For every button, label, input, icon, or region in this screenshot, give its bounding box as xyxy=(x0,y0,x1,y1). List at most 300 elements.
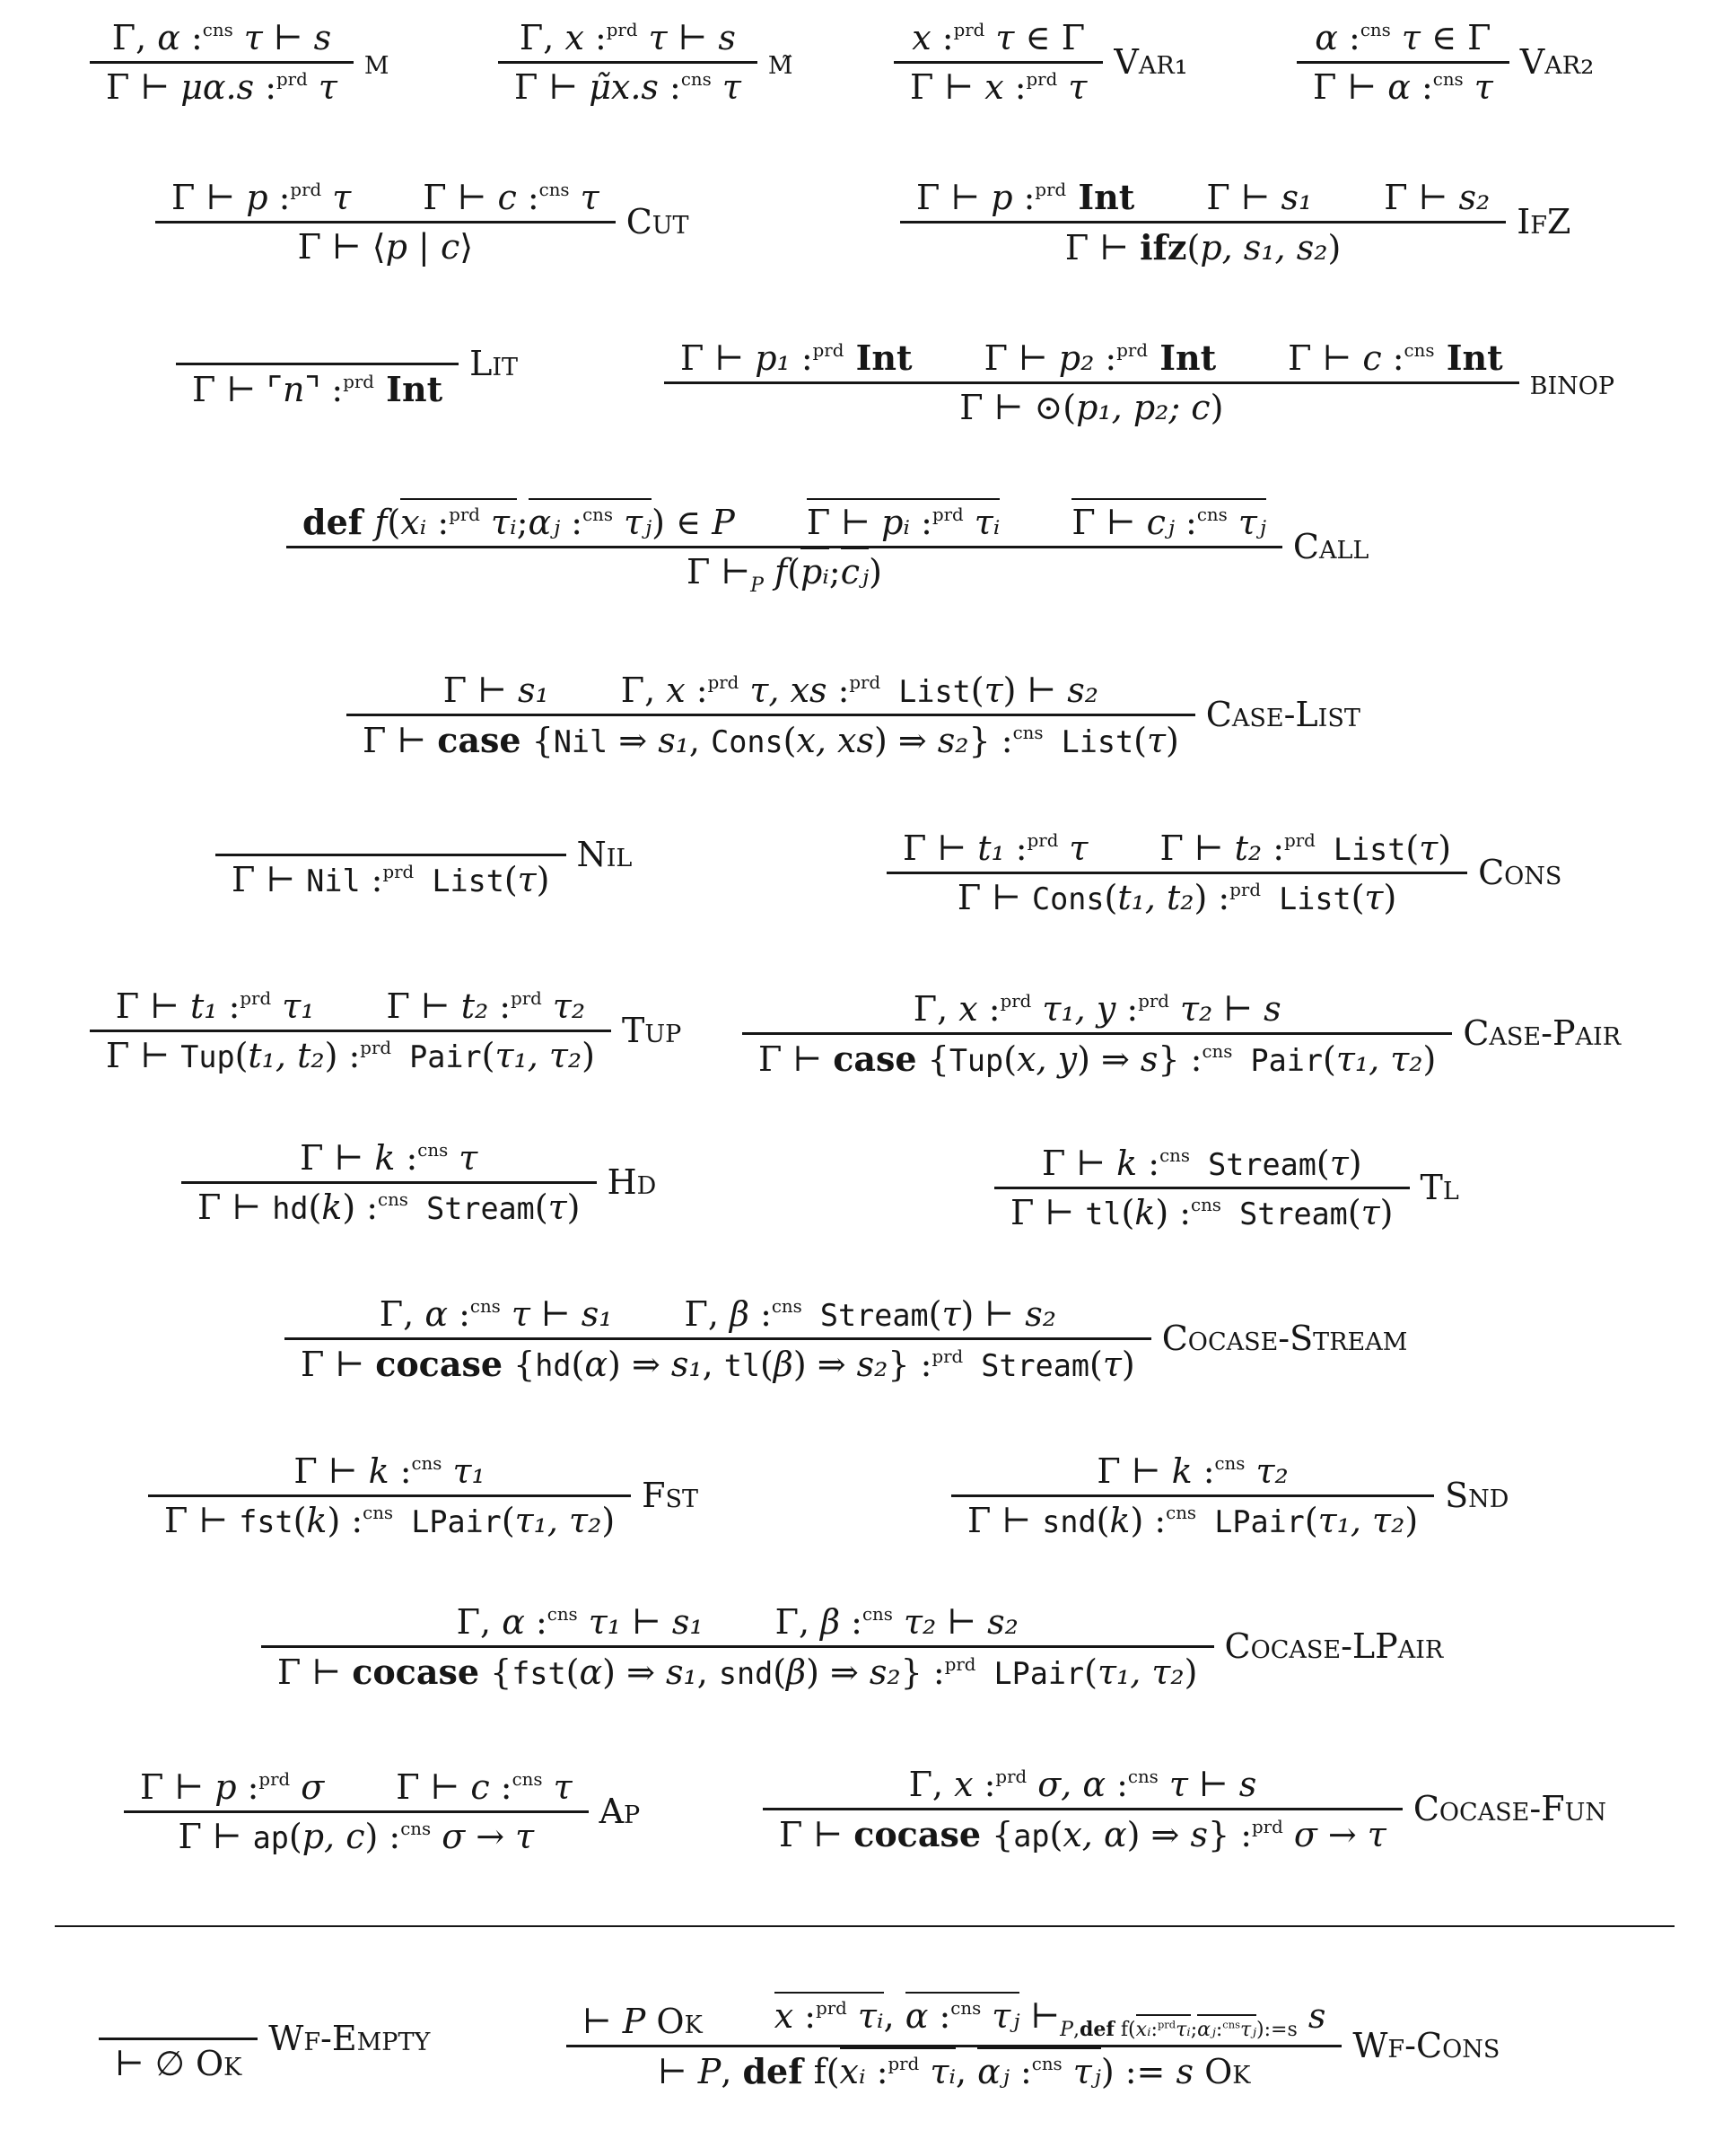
formula-token: s₂ xyxy=(869,1652,901,1692)
rule-fraction xyxy=(894,11,1103,112)
inference-line xyxy=(900,221,1506,223)
formula-token: case xyxy=(833,1039,917,1079)
formula-token: τ xyxy=(711,67,741,107)
premise xyxy=(171,178,351,217)
formula-token: : xyxy=(254,67,277,107)
premises xyxy=(284,1287,1151,1334)
formula-token: k xyxy=(1109,1501,1131,1540)
premises xyxy=(261,1595,1214,1642)
premises xyxy=(664,331,1519,378)
formula-token: cns xyxy=(547,1604,578,1626)
formula-token: α xyxy=(1315,18,1338,57)
formula-token: β xyxy=(820,1602,841,1642)
formula-token: , xyxy=(956,2052,978,2091)
inference-rule-wfcons xyxy=(566,1994,1500,2096)
formula-token: τ₂ xyxy=(541,986,586,1026)
formula-token: ifz xyxy=(1140,227,1187,267)
inference-rule-cocaselpair xyxy=(261,1595,1443,1696)
formula-token: ( xyxy=(1316,1144,1330,1183)
formula-token: prd xyxy=(1026,69,1058,91)
formula-token: Γ ⊢ ⌜ xyxy=(192,370,284,409)
formula-token: prd xyxy=(343,372,374,393)
formula-token: P xyxy=(712,503,735,542)
formula-token: : xyxy=(931,18,954,57)
premises xyxy=(994,1136,1410,1183)
formula-token: , xyxy=(688,721,712,760)
formula-token: : xyxy=(1094,338,1117,378)
formula-token: Ok xyxy=(1193,2052,1251,2091)
formula-token: : xyxy=(1003,67,1027,107)
formula-token: Γ ⊢ xyxy=(386,986,461,1026)
conclusion xyxy=(951,1501,1434,1546)
inference-line xyxy=(261,1645,1214,1648)
formula-token: p xyxy=(214,1767,237,1807)
formula-token: prd xyxy=(382,862,415,883)
inference-rule-var1 xyxy=(894,11,1188,112)
inference-rule-hd xyxy=(181,1131,656,1232)
formula-token: prd xyxy=(276,69,308,91)
formula-token: Int xyxy=(1066,177,1135,217)
formula-token: cns xyxy=(950,1998,982,2020)
formula-token: : xyxy=(1137,1144,1160,1183)
conclusion xyxy=(99,2044,258,2089)
conclusion-formula xyxy=(758,1039,1436,1083)
conclusion-formula xyxy=(514,67,741,112)
formula-token: : xyxy=(1174,503,1197,542)
formula-token: : xyxy=(748,1294,772,1334)
formula-token: : xyxy=(865,2052,888,2091)
formula-token: Γ ⊢ xyxy=(779,1815,854,1854)
inference-rule-casepair xyxy=(742,982,1621,1083)
formula-token: Γ ⊢ xyxy=(1206,178,1281,217)
formula-token: ( xyxy=(234,1036,249,1075)
formula-token: prd xyxy=(240,988,272,1010)
formula-token: cns xyxy=(1360,20,1391,41)
inference-line xyxy=(176,363,459,365)
formula-token: Pair xyxy=(391,1039,482,1074)
formula-token: ) xyxy=(1379,1193,1394,1232)
formula-token: Γ ⊢ xyxy=(984,338,1059,378)
formula-token: Γ ⊢ xyxy=(363,721,438,760)
formula-token: τ, xs xyxy=(739,670,827,710)
premises xyxy=(763,1757,1403,1804)
formula-token: : xyxy=(793,1996,817,2037)
premise xyxy=(680,337,913,378)
formula-token: τ xyxy=(1058,828,1089,868)
premises xyxy=(90,979,611,1026)
section-divider xyxy=(55,1925,1675,1927)
formula-token: x xyxy=(666,670,686,710)
premise xyxy=(1042,1144,1362,1183)
formula-token: Γ ⊢ xyxy=(423,178,498,217)
conclusion xyxy=(124,1817,589,1862)
formula-token: Γ, xyxy=(774,1602,821,1642)
formula-token: τ₂ xyxy=(1245,1451,1289,1491)
inference-rule-var2 xyxy=(1297,11,1594,112)
premise xyxy=(1097,1451,1288,1491)
formula-token: ) ⇒ xyxy=(1126,1815,1191,1854)
premise xyxy=(300,1138,477,1178)
formula-token: s₁ xyxy=(670,1345,703,1384)
formula-token: μ̃x.s xyxy=(589,67,659,107)
formula-token: ) : xyxy=(324,1036,361,1075)
premise xyxy=(386,986,585,1026)
formula-token: ) xyxy=(1327,228,1342,267)
formula-token: ) xyxy=(582,1036,595,1075)
formula-token: P xyxy=(622,2002,646,2041)
formula-token: prd xyxy=(1284,830,1316,852)
formula-token: } : xyxy=(888,1345,932,1384)
formula-token: f( xyxy=(1114,2019,1136,2041)
rule-fraction xyxy=(887,821,1467,923)
formula-token: ; xyxy=(516,503,529,542)
formula-token: τ xyxy=(1102,1345,1122,1384)
formula-token: ) xyxy=(1184,1652,1198,1692)
formula-token: α xyxy=(502,1602,525,1642)
rule-fraction xyxy=(346,663,1195,765)
formula-token: P xyxy=(750,574,764,597)
formula-token: Tup xyxy=(949,1043,1004,1078)
premises xyxy=(346,663,1195,710)
inference-rule-wfempty xyxy=(99,1987,430,2089)
rule-fraction xyxy=(155,171,616,272)
formula-token: n xyxy=(283,370,305,409)
formula-token: τᵢ xyxy=(479,503,517,542)
premises xyxy=(99,1987,258,2034)
formula-token: ) ⇒ xyxy=(1077,1039,1141,1079)
formula-token: β xyxy=(730,1294,749,1334)
premise xyxy=(774,1996,1326,2041)
rule-fraction xyxy=(176,312,459,414)
formula-token: s xyxy=(1190,1815,1208,1854)
formula-token: τ xyxy=(547,1188,567,1227)
formula-token: ( xyxy=(387,503,401,542)
formula-token: α xyxy=(579,1652,603,1692)
premises xyxy=(124,1760,589,1807)
formula-token: Γ ⊢ xyxy=(164,1501,240,1540)
inference-line xyxy=(215,854,566,856)
formula-token: x xyxy=(774,1996,794,2037)
formula-token: ) ∈ xyxy=(652,503,713,542)
formula-token: x, α xyxy=(1063,1815,1127,1854)
conclusion-formula xyxy=(115,2044,241,2089)
formula-token: s xyxy=(1140,1039,1159,1079)
premises xyxy=(498,11,757,57)
premise xyxy=(582,2002,703,2041)
formula-token: prd xyxy=(1035,180,1067,201)
rule-label: μ xyxy=(363,41,389,82)
conclusion xyxy=(763,1814,1403,1859)
premise xyxy=(423,178,599,217)
formula-token: xᵢ xyxy=(1135,2019,1151,2041)
rule-label: Cocase-Stream xyxy=(1161,1318,1408,1358)
formula-token: k xyxy=(368,1451,389,1491)
formula-token: ) xyxy=(601,1501,616,1540)
conclusion xyxy=(664,388,1519,433)
formula-token: : xyxy=(977,989,1001,1029)
formula-token: ( xyxy=(760,1345,774,1384)
formula-token: c xyxy=(1362,338,1382,378)
formula-token: : xyxy=(685,670,708,710)
conclusion-formula xyxy=(106,67,337,112)
formula-token: { xyxy=(479,1652,512,1692)
formula-token: : xyxy=(448,1294,470,1334)
formula-token: τⱼ xyxy=(1227,503,1266,542)
formula-token: Γ, xyxy=(519,18,565,57)
rule-label: Fst xyxy=(642,1475,699,1515)
premises xyxy=(742,982,1452,1029)
formula-group xyxy=(400,498,516,542)
formula-token: P xyxy=(697,2052,722,2091)
formula-token: Int xyxy=(1147,337,1217,378)
formula-token: Γ ⊢ xyxy=(806,503,882,542)
formula-token: cns xyxy=(400,1819,432,1840)
formula-token: Γ ⊢ xyxy=(1288,338,1363,378)
formula-token: prd xyxy=(944,1654,976,1676)
formula-token: prd xyxy=(816,1998,847,2020)
formula-token: c xyxy=(470,1767,490,1807)
conclusion-formula xyxy=(1065,227,1341,272)
conclusion xyxy=(181,1188,597,1232)
formula-token: Γ ⊢ xyxy=(301,1345,376,1384)
premises xyxy=(286,495,1282,542)
formula-token: ( xyxy=(787,552,800,592)
formula-token: Γ ⊢ xyxy=(178,1817,253,1856)
formula-token: LPair xyxy=(393,1504,502,1539)
formula-token: Γ ⊢ xyxy=(106,67,181,107)
rule-fraction xyxy=(148,1444,631,1546)
formula-token: cocase xyxy=(352,1652,480,1692)
formula-token: s₁ xyxy=(517,670,549,710)
conclusion xyxy=(900,227,1506,272)
formula-token: Int xyxy=(373,369,443,409)
formula-token: : xyxy=(1381,338,1404,378)
formula-group xyxy=(840,2047,956,2091)
inference-rule-caselist xyxy=(346,663,1360,765)
formula-token: τ₁, τ₂ xyxy=(1098,1652,1185,1692)
formula-token: Γ ⊢ xyxy=(1041,1144,1117,1183)
formula-token: s₂ xyxy=(1067,670,1099,710)
inference-rule-call xyxy=(286,495,1369,597)
formula-token: cns xyxy=(363,1503,394,1524)
formula-token: prd xyxy=(511,988,542,1010)
inference-line xyxy=(148,1494,631,1497)
inference-line xyxy=(498,61,757,64)
formula-token: ) := xyxy=(1100,2052,1176,2091)
formula-token: τ xyxy=(1146,721,1166,760)
rule-fraction xyxy=(566,1994,1342,2096)
formula-token: τ₁ ⊢ s₁ xyxy=(577,1602,704,1642)
formula-token: Cons xyxy=(1032,881,1105,916)
rule-fraction xyxy=(284,1287,1151,1389)
formula-token: prd xyxy=(360,1038,392,1059)
formula-token: ( xyxy=(1405,828,1420,868)
formula-token: cocase xyxy=(853,1814,982,1854)
formula-token: s₂ xyxy=(1025,1294,1056,1334)
formula-token: prd xyxy=(1000,991,1032,1012)
formula-token: p xyxy=(385,227,407,267)
formula-group xyxy=(774,1992,884,2036)
rule-fraction xyxy=(124,1760,589,1862)
formula-token: List xyxy=(414,863,504,898)
formula-token: ( xyxy=(534,1188,548,1227)
formula-token: τ xyxy=(941,1294,961,1334)
inference-line xyxy=(994,1187,1410,1189)
formula-token: Γ ⊢ xyxy=(1064,228,1141,267)
formula-token: ( xyxy=(1121,1193,1135,1232)
premise xyxy=(112,18,331,57)
formula-token: cocase xyxy=(375,1344,503,1384)
formula-token: prd xyxy=(449,504,480,526)
formula-token: s xyxy=(1176,2052,1194,2091)
inference-line xyxy=(887,872,1467,874)
formula-token: ) : xyxy=(1194,878,1230,917)
formula-token: Γ ⊢ xyxy=(687,552,751,592)
formula-token: Γ, xyxy=(913,989,959,1029)
formula-token: ( xyxy=(970,670,984,710)
formula-token: LPair xyxy=(1196,1504,1305,1539)
formula-token: : xyxy=(583,18,607,57)
premise xyxy=(914,989,1281,1029)
formula-token: τ₁, y xyxy=(1031,989,1116,1029)
formula-token: ( xyxy=(773,1652,787,1692)
premise xyxy=(1159,828,1451,868)
formula-token: t₁, t₂ xyxy=(1117,878,1194,917)
formula-token: t₂ xyxy=(460,986,489,1026)
formula-token: : xyxy=(395,1138,418,1178)
rule-label: Cocase-LPair xyxy=(1224,1626,1444,1666)
premise xyxy=(443,670,549,710)
formula-token: cns xyxy=(1159,1145,1190,1167)
formula-token: ⇒ xyxy=(608,721,659,760)
rule-label: Cocase-Fun xyxy=(1413,1788,1606,1828)
premise xyxy=(1071,503,1265,542)
formula-token: t₁, t₂ xyxy=(248,1036,325,1075)
conclusion-formula xyxy=(687,552,882,597)
formula-token: Γ ⊢ xyxy=(957,878,1033,917)
formula-token: s₂ xyxy=(937,721,969,760)
formula-token: : xyxy=(658,67,681,107)
formula-group xyxy=(905,1992,1020,2036)
formula-token: s₁ xyxy=(666,1652,697,1692)
formula-token: prd xyxy=(258,1769,291,1791)
rule-label: Tup xyxy=(621,1010,682,1050)
formula-token: ) : xyxy=(364,1817,401,1856)
rule-label: Snd xyxy=(1445,1475,1509,1515)
formula-token: ) xyxy=(869,552,882,592)
rule-label: Case-List xyxy=(1205,694,1360,734)
formula-token: α xyxy=(1387,67,1411,107)
formula-token: x xyxy=(958,989,978,1029)
formula-token: Γ ⊢ xyxy=(140,1767,215,1807)
formula-token: ) ⇒ xyxy=(873,721,938,760)
formula-token: Γ, xyxy=(456,1602,503,1642)
formula-token: Γ ⊢ xyxy=(514,67,590,107)
formula-token: Γ ⊢ xyxy=(1384,178,1459,217)
formula-token: Γ ⊢ xyxy=(1097,1451,1172,1491)
formula-token: def xyxy=(1079,2018,1115,2041)
formula-token: α xyxy=(584,1345,608,1384)
formula-token: s xyxy=(1297,1996,1326,2037)
formula-token: : xyxy=(1009,2052,1032,2091)
formula-token: : xyxy=(1192,1451,1215,1491)
conclusion-formula xyxy=(277,1652,1198,1696)
rule-fraction xyxy=(994,1136,1410,1238)
formula-token: ∈ Γ xyxy=(1014,18,1086,57)
formula-token: List xyxy=(880,674,971,709)
formula-token: τ₂ ⊢ s xyxy=(1168,989,1281,1029)
formula-token: τ xyxy=(984,670,1003,710)
formula-token: k xyxy=(1116,1144,1138,1183)
premise xyxy=(520,18,736,57)
formula-token: cns xyxy=(378,1189,408,1211)
formula-token: Γ ⊢ xyxy=(1159,828,1235,868)
formula-token: τ ⊢ s xyxy=(637,18,736,57)
formula-token: prd xyxy=(931,1346,964,1368)
conclusion xyxy=(346,720,1195,765)
formula-token: : xyxy=(1262,828,1285,868)
rule-fraction xyxy=(664,331,1519,433)
formula-token: : xyxy=(267,178,291,217)
formula-token: p₂ xyxy=(1058,338,1095,378)
formula-token: cns xyxy=(1012,723,1044,744)
formula-token: β xyxy=(773,1345,793,1384)
formula-token: : xyxy=(1012,178,1036,217)
formula-token: s₁ xyxy=(658,721,689,760)
formula-group xyxy=(1197,2014,1256,2041)
formula-token: Γ ⊢ xyxy=(680,338,756,378)
formula-token: s₂ xyxy=(856,1345,888,1384)
formula-token: ⊢ ∅ xyxy=(115,2044,196,2083)
formula-token: prd xyxy=(1138,991,1169,1012)
formula-token: : xyxy=(827,670,850,710)
inference-line xyxy=(664,381,1519,384)
formula-token: cns xyxy=(680,69,712,91)
conclusion xyxy=(286,552,1282,597)
formula-token: τ ⊢ s xyxy=(232,18,332,57)
formula-token: prd xyxy=(849,672,881,694)
formula-token: τ xyxy=(321,178,352,217)
formula-token: : xyxy=(1106,1765,1128,1804)
formula-token: Stream xyxy=(1190,1147,1316,1182)
formula-group xyxy=(1060,2019,1298,2041)
formula-token: f xyxy=(763,552,788,592)
formula-token: cⱼ xyxy=(1146,503,1175,542)
formula-token: cns xyxy=(202,20,233,41)
formula-token: p₁ xyxy=(755,338,791,378)
formula-token: p₁, p₂; c xyxy=(1076,388,1211,427)
premise xyxy=(1206,178,1312,217)
formula-token: ) : xyxy=(342,1188,379,1227)
formula-token: ) : xyxy=(1155,1193,1192,1232)
formula-token: cns xyxy=(538,180,570,201)
formula-token: c xyxy=(440,227,460,267)
formula-token: Γ, xyxy=(620,670,667,710)
formula-token: } : xyxy=(968,721,1013,760)
formula-token: cns xyxy=(512,1769,543,1791)
formula-token: ( xyxy=(783,721,797,760)
formula-token: ( xyxy=(1049,1815,1063,1854)
formula-token: Γ ⊢ xyxy=(293,1451,369,1491)
formula-token: Γ ⊢ xyxy=(758,1039,834,1079)
formula-token: Γ, xyxy=(908,1765,955,1804)
formula-token: cns xyxy=(1127,1766,1159,1788)
inference-rule-cons xyxy=(887,821,1561,923)
premises xyxy=(887,821,1467,868)
formula-token: ( xyxy=(1186,228,1201,267)
premise xyxy=(807,503,1001,542)
conclusion xyxy=(1297,67,1509,112)
